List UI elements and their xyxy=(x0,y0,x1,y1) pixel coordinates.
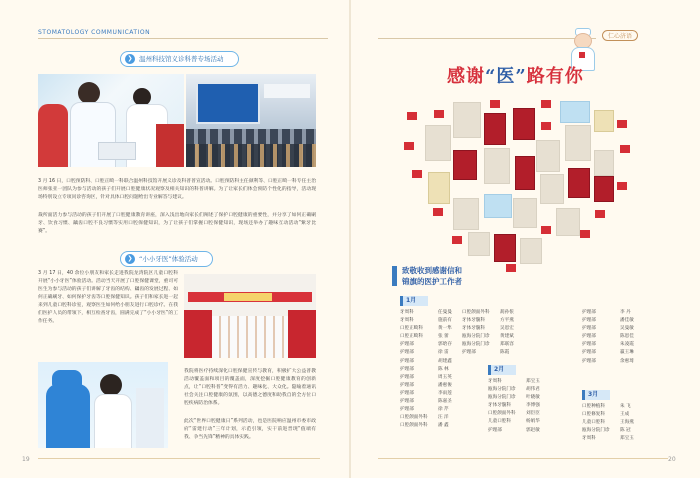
staff-name: 陈恩佳 xyxy=(620,334,634,340)
department: 护理部 xyxy=(400,366,414,372)
staff-name: 张 蕾 xyxy=(438,334,449,340)
staff-name: 赢王琳 xyxy=(620,350,634,356)
department: 瓯海分院门诊 xyxy=(488,395,516,401)
department: 口腔正畸科 xyxy=(400,326,423,332)
staff-name: 王海燕 xyxy=(620,420,634,426)
staff-name: 黄建斌 xyxy=(500,334,514,340)
silk-banner xyxy=(515,156,535,190)
department: 护理部 xyxy=(582,318,596,324)
month-label-mar: 3月 xyxy=(582,390,610,400)
name-row xyxy=(488,427,550,435)
name-row xyxy=(488,418,550,426)
department: 瓯海分院门诊 xyxy=(488,387,516,393)
staff-name: 陈霞 xyxy=(500,350,510,356)
staff-name: 胡伟君 xyxy=(526,387,540,393)
staff-name: 李 丹 xyxy=(620,310,631,315)
paragraph-little-dentist-1: 3 月 17 日，40 余位小朋友和家长走进我院龙湾院区儿童口腔科开展“小小牙医”体验活动。活动当天开展了口腔保健课堂，重司可医生为参与活动的孩子们讲解了牙齿的结构、龋齿的发展过程、如何正确刷牙、如何保护牙齿等口腔保健知识。孩子们和家长进一起来到儿童口腔科诊室，观察医生如何给小朋友进行口腔诊疗。在我们医护人员的带领下，相互检查牙齿，圆满完成了“小小牙医”的工作任务。 xyxy=(38,271,178,324)
photo-lecture-hall xyxy=(186,74,316,167)
month-label-jan: 1月 xyxy=(400,296,428,306)
section-title-little-dentist: ❯ “小小牙医”体验活动 xyxy=(120,251,213,267)
staff-name: 任曼曼 xyxy=(438,310,452,315)
department: 口腔修复科 xyxy=(582,412,605,418)
staff-name: 刘臣臣 xyxy=(526,411,540,417)
thank-you-letter xyxy=(520,238,542,264)
department: 牙周科 xyxy=(400,318,414,324)
staff-name: 郭晗存 xyxy=(438,342,452,348)
staff-name: 朱 飞 xyxy=(620,404,631,409)
name-list-mar xyxy=(582,403,644,443)
department: 口腔颌面外科 xyxy=(400,423,428,429)
department: 护理部 xyxy=(400,350,414,356)
footer-divider-right xyxy=(378,458,668,459)
staff-name: 施前有 xyxy=(438,318,452,324)
silk-banner xyxy=(494,234,516,262)
department: 护理部 xyxy=(582,350,596,356)
name-row xyxy=(582,411,644,419)
staff-name: 周玉英 xyxy=(438,374,452,380)
name-row xyxy=(582,435,644,443)
staff-name: 叶晓敏 xyxy=(526,395,540,401)
staff-name: 王成 xyxy=(620,412,630,418)
silk-banner xyxy=(453,150,477,180)
name-row xyxy=(488,394,550,402)
staff-name: 陈 冠 xyxy=(620,428,631,434)
name-row xyxy=(582,309,644,317)
name-row xyxy=(400,317,524,325)
name-row xyxy=(582,427,644,435)
photo-dentist-consultation xyxy=(38,74,184,167)
thank-you-letter xyxy=(594,110,614,132)
staff-name: 郑联容 xyxy=(500,342,514,348)
department: 护理部 xyxy=(400,399,414,405)
department: 瓯海分院门诊 xyxy=(462,342,490,348)
name-list-feb xyxy=(488,378,550,435)
thank-you-letter xyxy=(565,125,591,161)
staff-name: 余惠琦 xyxy=(620,358,634,364)
name-row xyxy=(582,325,644,333)
name-row xyxy=(488,402,550,410)
name-row xyxy=(582,419,644,427)
staff-name: 李雨莲 xyxy=(438,390,452,396)
staff-name: 陈 林 xyxy=(438,366,449,372)
name-row xyxy=(582,333,644,341)
staff-name: 郑宝玉 xyxy=(620,436,634,442)
department: 口腔颌面外科 xyxy=(462,310,490,315)
department: 护理部 xyxy=(582,326,596,332)
thank-you-letter xyxy=(484,148,510,184)
thank-you-letter xyxy=(556,208,580,236)
name-row xyxy=(400,341,524,349)
department: 护理部 xyxy=(400,382,414,388)
month-label-feb: 2月 xyxy=(488,365,516,375)
thanks-heading-icon xyxy=(392,266,397,286)
department: 牙周科 xyxy=(582,436,596,442)
column-badge: 仁心济语 xyxy=(602,30,638,41)
department: 牙周科 xyxy=(488,379,502,384)
paragraph-little-dentist-2: 我院将医疗持续深化口腔保健宣传与教育，积极扩大公益普教活动覆盖面和项目的覆盖面，深度挖掘口腔健康教育的创新点，让“口腔科普”变得有活力、趣味化、大众化。隐喻着通讯社会关注口腔健康的氛围，以高德之德度和助我自的全方位口腔疾病防治体系。 xyxy=(184,369,316,406)
department: 口腔颌面外科 xyxy=(400,415,428,421)
department: 护理部 xyxy=(400,358,414,364)
name-row xyxy=(488,378,550,386)
staff-name: 吴恩宏 xyxy=(500,326,514,332)
department: 口腔颌面外科 xyxy=(488,411,516,417)
thank-you-letter xyxy=(453,198,479,230)
thank-you-letter xyxy=(453,102,481,138)
department: 护理部 xyxy=(582,310,596,315)
silk-banner xyxy=(513,108,535,140)
thank-you-letter xyxy=(484,194,512,218)
thank-you-letter xyxy=(468,232,490,256)
department: 儿童口腔科 xyxy=(582,420,605,426)
name-row xyxy=(582,349,644,357)
silk-banner xyxy=(594,176,614,202)
magazine-header: STOMATOLOGY COMMUNICATION xyxy=(38,29,151,36)
staff-name: 方平燕 xyxy=(500,318,514,324)
silk-banner xyxy=(428,172,450,204)
name-row xyxy=(400,333,524,341)
name-row xyxy=(582,317,644,325)
name-row xyxy=(582,358,644,366)
silk-banner xyxy=(568,168,590,198)
department: 牙周科 xyxy=(400,310,414,315)
department: 儿童口腔科 xyxy=(488,419,511,425)
name-row xyxy=(400,349,524,357)
chevron-right-icon: ❯ xyxy=(125,54,135,64)
name-row xyxy=(400,309,524,317)
staff-name: 吴曼敏 xyxy=(620,326,634,332)
staff-name: 李博强 xyxy=(526,403,540,409)
staff-name: 郭赵敏 xyxy=(526,427,540,433)
paragraph-science-clinic-1: 3 月 16 日，口腔预防科、口腔正畸一科联合温州科技馆开展义诊及科普普宣活动。口腔预防科主任颜利等、口腔正畸一科专任主治医师张亚一团队为参与活动的孩子们开展口腔健康状况观察及相关知识的科普讲解。为了让家长们体会预防个性化的指导，活动现场特别设立专项问诊咨询区，针对具体口腔问题给出专业解答与建议。 xyxy=(38,179,316,200)
department: 护理部 xyxy=(582,342,596,348)
footer-divider xyxy=(38,458,320,459)
department: 瓯海分院门诊 xyxy=(582,428,610,434)
staff-name: 汪 洋 xyxy=(438,415,449,421)
staff-name: 胡建鑫 xyxy=(438,358,452,364)
department: 护理部 xyxy=(400,390,414,396)
staff-name: 郑宝玉 xyxy=(526,379,540,384)
staff-name: 朱凌霞 xyxy=(620,342,634,348)
staff-name: 潘 鑫 xyxy=(438,423,449,429)
name-row xyxy=(488,410,550,418)
page-number-left: 19 xyxy=(22,456,30,463)
department: 护理部 xyxy=(582,358,596,364)
staff-name: 陈嘉圣 xyxy=(438,399,452,405)
department: 护理部 xyxy=(462,350,476,356)
department: 口腔正畸科 xyxy=(400,334,423,340)
thank-you-letter xyxy=(425,125,451,161)
department: 护理部 xyxy=(582,334,596,340)
staff-name: 徐 雷 xyxy=(438,350,449,356)
department: 瓯海分院门诊 xyxy=(462,334,490,340)
silk-banner xyxy=(484,113,506,145)
thank-you-letter xyxy=(536,140,560,172)
department: 牙体牙髓科 xyxy=(462,326,485,332)
staff-name: 徐 芹 xyxy=(438,407,449,413)
department: 护理部 xyxy=(400,407,414,413)
name-row xyxy=(582,341,644,349)
thank-you-letter xyxy=(560,101,590,123)
header-divider-right xyxy=(378,38,596,39)
chevron-right-icon: ❯ xyxy=(125,254,135,264)
department: 护理部 xyxy=(488,427,502,433)
name-row xyxy=(582,403,644,411)
department: 牙体牙髓科 xyxy=(488,403,511,409)
staff-name: 杨娟华 xyxy=(526,419,540,425)
page-title: 感谢“医”路有你 xyxy=(447,66,584,87)
thank-you-letter xyxy=(540,174,564,204)
department: 护理部 xyxy=(400,342,414,348)
section-title-science-clinic: ❯ 温州科技馆义诊科普专场活动 xyxy=(120,51,239,67)
staff-name: 潘佳敏 xyxy=(620,318,634,324)
name-row xyxy=(400,325,524,333)
name-row xyxy=(488,386,550,394)
thanks-heading: 致敬收到感谢信和 锦旗的医护工作者 xyxy=(402,266,462,286)
department: 护理部 xyxy=(400,374,414,380)
staff-name: 潘惠俊 xyxy=(438,382,452,388)
thank-you-letter xyxy=(594,150,614,176)
photo-group-children xyxy=(184,274,316,358)
page-number-right: 20 xyxy=(668,456,676,463)
staff-name: 葫孙侬 xyxy=(500,310,514,315)
photo-child-dentist-experience xyxy=(38,362,168,448)
paragraph-little-dentist-3: 此次“世界口腔健康日”系列活动，也是医院响应温州市委市政府“雷建行动”三年计划，示范引领，实干前进晋现“值端有我、争当先锋”精神的具体实践。 xyxy=(184,419,316,440)
paragraph-science-clinic-2: 裁所面活力参与活动的孩子们开展了口腔健康教育讲座，深入浅出地向家长们阐述了保护口腔健康的重要性，并分享了如何正确刷牙、饮食习惯、龋齿口腔不良习惯等实用口腔保健知识，为了让孩子们掌握口腔保健知识，现场还举办了趣味互动活动“紫牙比赛”。 xyxy=(38,213,316,234)
header-divider xyxy=(38,38,328,39)
thank-you-letter xyxy=(513,198,537,228)
department: 牙体牙髓科 xyxy=(462,318,485,324)
name-list-cont xyxy=(582,309,644,366)
staff-name: 黄一隼 xyxy=(438,326,452,332)
department: 口腔种植科 xyxy=(582,404,605,409)
